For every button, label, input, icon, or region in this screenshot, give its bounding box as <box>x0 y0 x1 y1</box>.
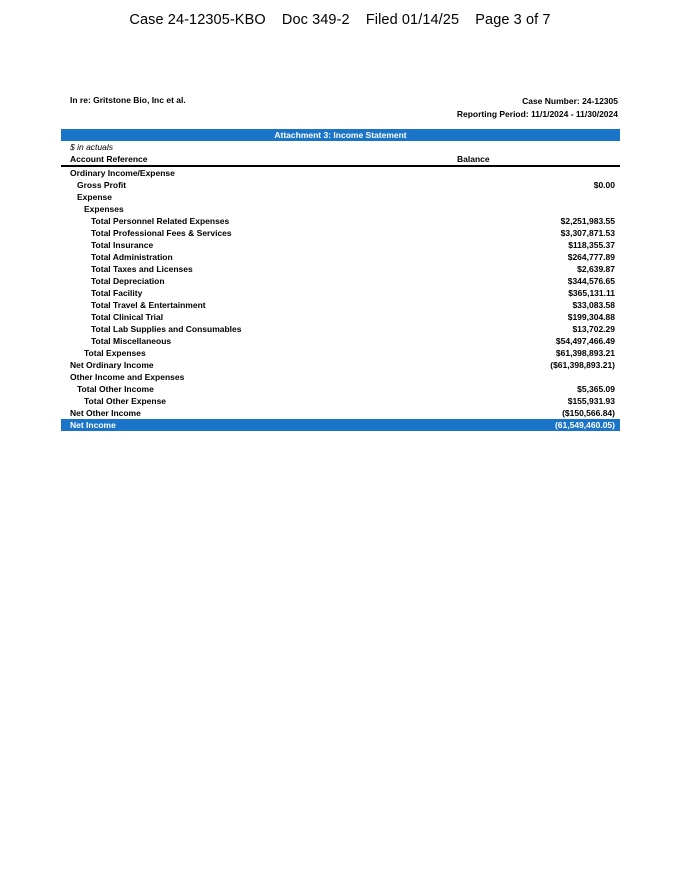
income-statement-table <box>61 129 620 431</box>
row-value: $61,398,893.21 <box>555 348 615 358</box>
table-row <box>61 239 620 251</box>
row-value: $199,304.88 <box>567 312 615 322</box>
row-label: Total Facility <box>91 288 143 298</box>
row-value: $264,777.89 <box>567 252 615 262</box>
row-value: $13,702.29 <box>572 324 615 334</box>
row-value: $365,131.11 <box>568 288 615 298</box>
row-label: Total Professional Fees & Services <box>91 228 232 238</box>
row-value: ($61,398,893.21) <box>550 360 615 370</box>
table-row <box>61 311 620 323</box>
row-value: ($150,566.84) <box>562 408 615 418</box>
table-row <box>61 335 620 347</box>
filed-date: Filed 01/14/25 <box>365 12 460 28</box>
row-label: Total Miscellaneous <box>91 336 172 346</box>
row-value: $2,639.87 <box>577 264 615 274</box>
row-label: Expense <box>77 192 112 202</box>
table-row <box>61 299 620 311</box>
net-income-label: Net Income <box>70 420 116 430</box>
table-row <box>61 179 620 191</box>
court-filing-header <box>0 12 680 28</box>
row-label: Net Other Income <box>70 408 141 418</box>
page-indicator: Page 3 of 7 <box>475 12 551 28</box>
table-row <box>61 323 620 335</box>
row-value: $118,355.37 <box>568 240 615 250</box>
row-label: Total Insurance <box>91 240 154 250</box>
table-row <box>61 383 620 395</box>
row-label: Total Other Income <box>77 384 154 394</box>
row-label: Total Administration <box>91 252 173 262</box>
row-value: $3,307,871.53 <box>560 228 615 238</box>
row-value: $54,497,466.49 <box>555 336 615 346</box>
row-value: $33,083.58 <box>572 300 615 310</box>
table-row <box>61 395 620 407</box>
row-value: $344,576.65 <box>567 276 615 286</box>
table-row <box>61 227 620 239</box>
table-row <box>61 371 620 383</box>
account-reference-header: Account Reference <box>70 154 148 164</box>
table-row <box>61 167 620 179</box>
case-meta <box>457 95 618 121</box>
table-row <box>61 251 620 263</box>
reporting-period: Reporting Period: 11/1/2024 - 11/30/2024 <box>456 109 618 119</box>
column-header-row <box>61 153 620 167</box>
row-label: Gross Profit <box>77 180 127 190</box>
table-row <box>61 263 620 275</box>
in-re-debtor: In re: Gritstone Bio, Inc et al. <box>70 95 186 105</box>
net-income-value: (61,549,460.05) <box>554 420 615 430</box>
row-label: Ordinary Income/Expense <box>70 168 175 178</box>
row-value: $2,251,983.55 <box>560 216 615 226</box>
row-value: $155,931.93 <box>567 396 615 406</box>
row-label: Total Depreciation <box>91 276 165 286</box>
table-row <box>61 407 620 419</box>
row-label: Total Personnel Related Expenses <box>91 216 230 226</box>
statement-title: Attachment 3: Income Statement <box>61 129 620 141</box>
row-label: Total Clinical Trial <box>91 312 164 322</box>
table-row <box>61 275 620 287</box>
table-row <box>61 215 620 227</box>
table-row <box>61 287 620 299</box>
row-label: Total Expenses <box>84 348 146 358</box>
row-label: Total Other Expense <box>84 396 167 406</box>
table-row <box>61 203 620 215</box>
units-note: $ in actuals <box>70 142 113 152</box>
net-income-row <box>61 419 620 431</box>
balance-header: Balance <box>457 154 490 164</box>
table-row <box>61 347 620 359</box>
row-label: Net Ordinary Income <box>70 360 154 370</box>
row-label: Expenses <box>84 204 124 214</box>
row-label: Total Travel & Entertainment <box>91 300 206 310</box>
table-row <box>61 359 620 371</box>
row-label: Total Lab Supplies and Consumables <box>91 324 242 334</box>
case-number: Case Number: 24-12305 <box>522 96 618 106</box>
case-id: Case 24-12305-KBO <box>129 12 266 28</box>
row-value: $0.00 <box>593 180 615 190</box>
table-row <box>61 191 620 203</box>
doc-number: Doc 349-2 <box>281 12 350 28</box>
row-value: $5,365.09 <box>577 384 615 394</box>
row-label: Other Income and Expenses <box>70 372 185 382</box>
row-label: Total Taxes and Licenses <box>91 264 193 274</box>
